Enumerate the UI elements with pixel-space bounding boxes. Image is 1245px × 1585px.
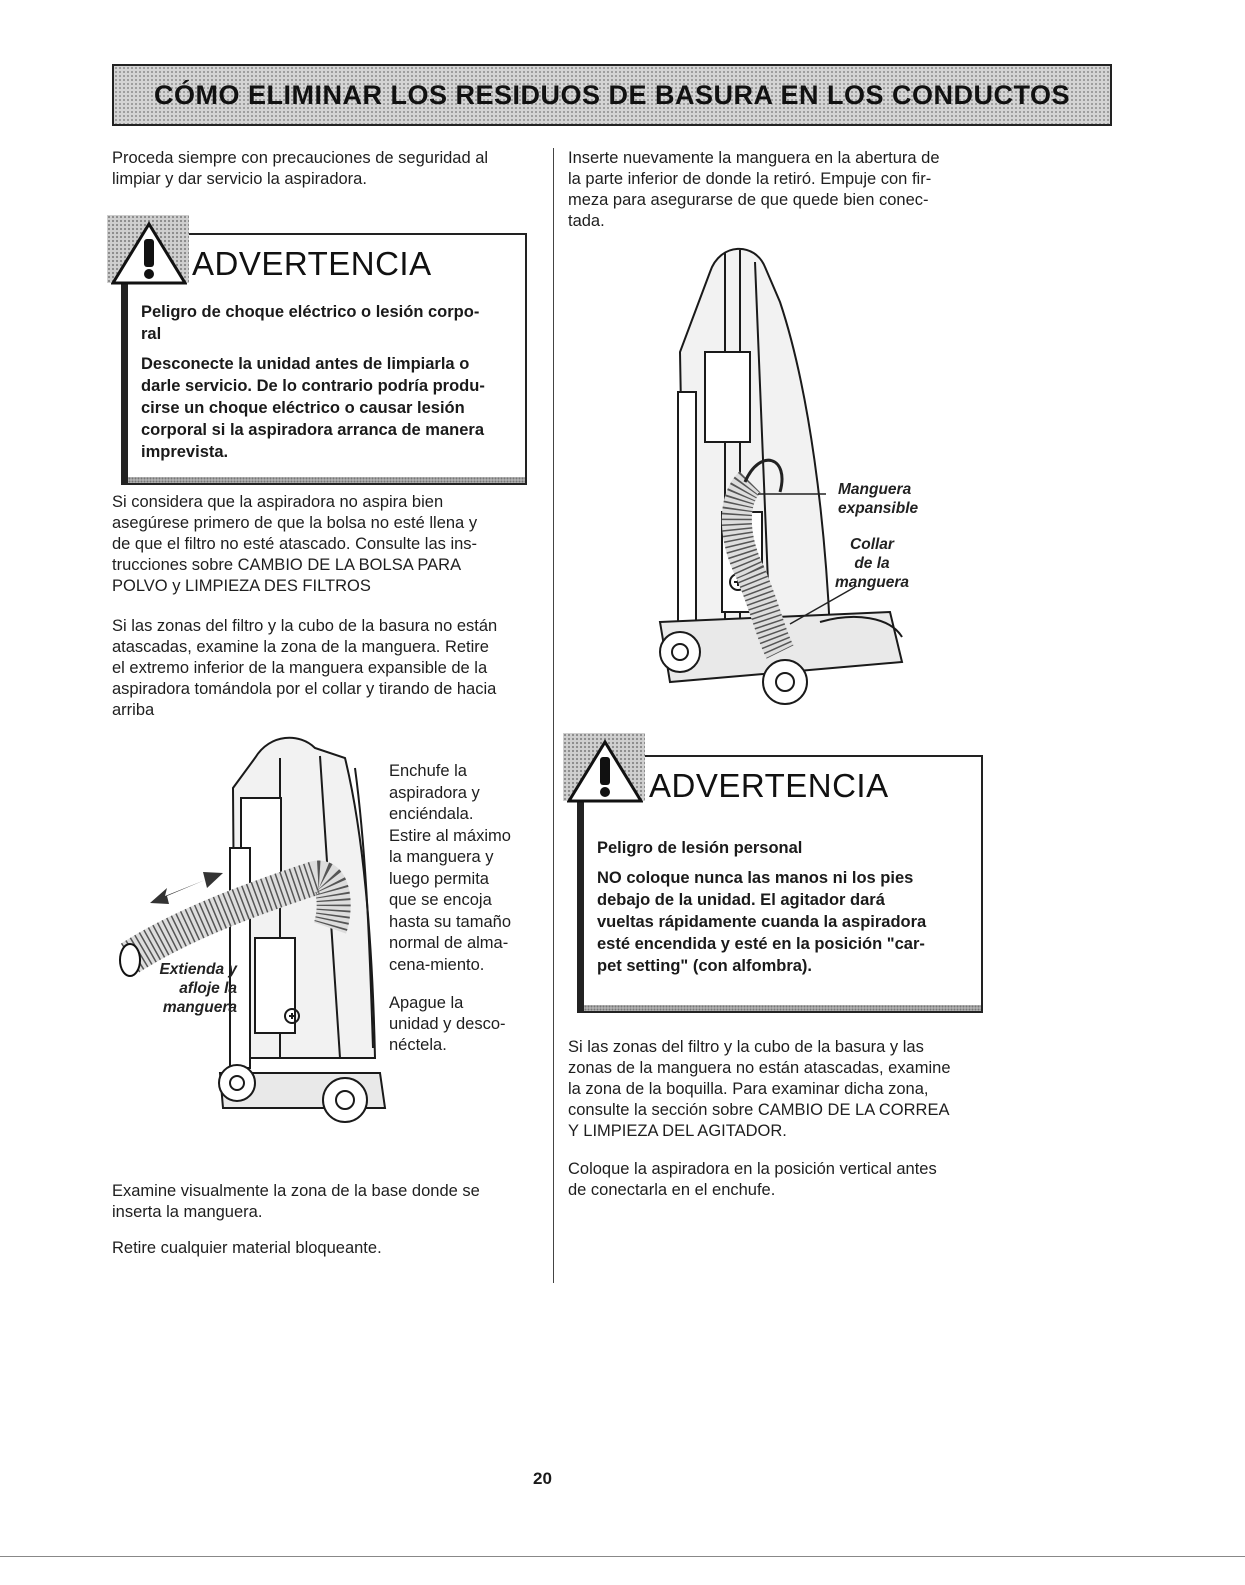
text-line: Apague la — [389, 994, 464, 1012]
text-line: Retire cualquier material bloqueante. — [112, 1239, 382, 1257]
text-line: debajo de la unidad. El agitador dará — [597, 891, 885, 909]
text-line: Inserte nuevamente la manguera en la abertura de — [568, 149, 940, 167]
text-line: inserta la manguera. — [112, 1203, 263, 1221]
text-line: Peligro de choque eléctrico o lesión corpo- — [141, 303, 480, 321]
left-paragraph-4 — [112, 1181, 532, 1223]
text-line: luego permita — [389, 869, 489, 888]
text-line: limpiar y dar servicio la aspiradora. — [112, 170, 367, 188]
text-line: pet setting" (con alfombra). — [597, 957, 812, 975]
text-line: tada. — [568, 212, 605, 230]
text-line: manguera — [162, 999, 237, 1016]
warning-band — [128, 477, 525, 483]
right-intro — [568, 148, 988, 232]
text-line: Si las zonas del filtro y la cubo de la basura y las — [568, 1038, 924, 1056]
warning-text — [597, 837, 977, 977]
left-paragraph-5 — [112, 1238, 532, 1259]
text-line: Collar — [850, 536, 894, 553]
hazard-panel — [107, 215, 189, 283]
left-paragraph-2 — [112, 492, 532, 597]
text-line: expansible — [838, 500, 919, 517]
text-line: Estire al máximo — [389, 826, 511, 845]
text-line: Si las zonas del filtro y la cubo de la basura no están — [112, 617, 498, 635]
column-divider — [553, 148, 554, 1283]
text-line: la zona de la boquilla. Para examinar dicha zona, — [568, 1080, 929, 1098]
warning-triangle-icon — [111, 221, 187, 285]
warning-triangle-icon — [567, 739, 643, 803]
right-paragraph-3 — [568, 1159, 988, 1201]
title-banner — [112, 64, 1112, 126]
text-line: cirse un choque eléctrico o causar lesión — [141, 399, 465, 417]
text-line: atascadas, examine la zona de la manguera. Retire — [112, 638, 489, 656]
text-line: el extremo inferior de la manguera expansible de la — [112, 659, 488, 677]
text-line: unidad y desco- — [389, 1015, 506, 1033]
text-line: de conectarla en el enchufe. — [568, 1181, 776, 1199]
left-intro — [112, 148, 532, 190]
text-line: de que el filtro no esté atascado. Consulte las ins- — [112, 535, 478, 553]
text-line: consulte la sección sobre CAMBIO DE LA CORREA — [568, 1101, 950, 1119]
warning-band — [584, 1005, 981, 1011]
text-line: Manguera — [838, 481, 912, 498]
text-line: zonas de la manguera no están atascadas, examine — [568, 1059, 951, 1077]
warning-heading: ADVERTENCIA — [649, 767, 889, 804]
text-line: hasta su tamaño — [389, 912, 511, 931]
text-line: Enchufe la — [389, 762, 467, 780]
left-paragraph-3 — [112, 616, 532, 721]
hazard-panel — [563, 733, 645, 801]
text-line: afloje la — [179, 980, 237, 997]
text-line: meza para asegurarse de que quede bien conec- — [568, 191, 929, 209]
text-line: ral — [141, 325, 162, 343]
text-line: Extienda y — [159, 961, 237, 978]
text-line: que se encoja — [389, 891, 492, 909]
text-line: NO coloque nunca las manos ni los pies — [597, 869, 914, 887]
text-line: Proceda siempre con precauciones de seguridad al — [112, 149, 489, 167]
warning-subtitle — [141, 301, 521, 345]
text-line: de la — [854, 555, 890, 572]
right-paragraph-2 — [568, 1037, 988, 1142]
text-line: la parte inferior de donde la retiró. Empuje con fir- — [568, 170, 932, 188]
text-line: asegúrese primero de que la bolsa no esté llena y — [112, 514, 478, 532]
text-line: esté encendida y esté en la posición "car- — [597, 935, 925, 953]
warning-text — [141, 301, 521, 463]
vacuum-hose-extend-illustration — [105, 728, 395, 1128]
page-number: 20 — [533, 1469, 552, 1488]
text-line: darle servicio. De lo contrario podría produ- — [141, 377, 485, 395]
text-line: aspiradora tomándola por el collar y tirando de hacia — [112, 680, 497, 698]
bottom-rule — [0, 1556, 1245, 1557]
vacuum-hose-collar-illustration — [640, 242, 920, 712]
text-line: Coloque la aspiradora en la posición vertical antes — [568, 1160, 937, 1178]
text-line: Y LIMPIEZA DEL AGITADOR. — [568, 1122, 787, 1140]
text-line: POLVO y LIMPIEZA DES FILTROS — [112, 577, 371, 595]
text-line: imprevista. — [141, 443, 229, 461]
side-instructions-1 — [389, 761, 539, 976]
warning-heading: ADVERTENCIA — [192, 245, 432, 282]
label-hose-collar — [822, 535, 922, 592]
text-line: manguera — [834, 574, 910, 591]
page-title: CÓMO ELIMINAR LOS RESIDUOS DE BASURA EN LOS CONDUCTOS — [153, 79, 1071, 110]
text-line: vueltas rápidamente cuanda la aspiradora — [597, 913, 927, 931]
text-line: Examine visualmente la zona de la base donde se — [112, 1182, 480, 1200]
text-line: corporal si la aspiradora arranca de manera — [141, 421, 484, 439]
text-line: néctela. — [389, 1036, 447, 1054]
warning-subtitle: Peligro de lesión personal — [597, 839, 803, 857]
label-expandable-hose — [838, 480, 948, 518]
text-line: normal de alma- — [389, 934, 509, 952]
text-line: enciéndala. — [389, 805, 474, 823]
text-line: Desconecte la unidad antes de limpiarla o — [141, 355, 470, 373]
text-line: aspiradora y — [389, 783, 480, 802]
text-line: la manguera y — [389, 848, 494, 866]
text-line: Si considera que la aspiradora no aspira bien — [112, 493, 444, 511]
warning-box-electric — [107, 215, 527, 485]
text-line: cena-miento. — [389, 955, 485, 974]
warning-box-injury — [563, 733, 983, 1013]
figure-caption-extend — [137, 960, 237, 1017]
text-line: arriba — [112, 701, 155, 719]
text-line: trucciones sobre CAMBIO DE LA BOLSA PARA — [112, 556, 462, 574]
side-instructions-2 — [389, 993, 539, 1056]
